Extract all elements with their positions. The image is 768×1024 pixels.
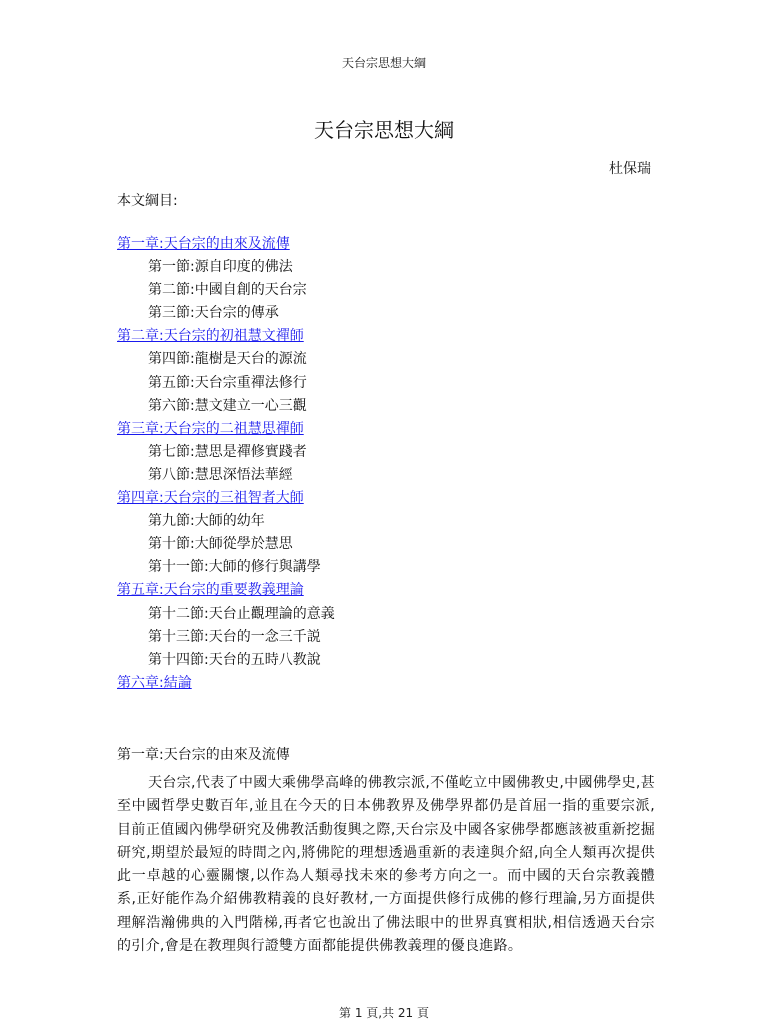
toc-chapter-link[interactable]: 第二章:天台宗的初祖慧文禪師 (117, 328, 304, 345)
toc-section-item: 第十四節:天台的五時八教說 (148, 651, 321, 668)
toc-section-item: 第十二節:天台止觀理論的意義 (148, 605, 335, 622)
chapter-1-paragraph: 天台宗,代表了中國大乘佛學高峰的佛教宗派,不僅屹立中國佛教史,中國佛學史,甚至中國哲學史數百年,並且在今天的日本佛教界及佛學界都仍是首屈一指的重要宗派,目前正值國內佛學研究及佛教活動復興之際,天台宗及中國各家佛學都應該被重新挖掘研究,期望於最短的時間之內,將佛陀的理想透過重新的表達與介紹,向全人類再次提供此一卓越的心靈關懷,以作為人類尋找未來的參考方向之一。而中國的天台宗教義體系,正好能作為介紹佛教精義的良好教材,一方面提供修行成佛的修行理論,另方面提供理解浩瀚佛典的入門階梯,再者它也說出了佛法眼中的世界真實相狀,相信透過天台宗的引介,會是在教理與行證雙方面都能提供佛教義理的優良進路。 (117, 775, 655, 955)
chapter-1-heading: 第一章:天台宗的由來及流傳 (117, 747, 290, 763)
toc-section-item: 第十節:大師從學於慧思 (148, 536, 293, 553)
toc-chapter-link[interactable]: 第一章:天台宗的由來及流傳 (117, 236, 290, 252)
toc-section-item: 第三節:天台宗的傳承 (148, 305, 279, 322)
toc-section-item: 第十三節:天台的一念三千説 (148, 628, 321, 645)
toc-section-item: 第十一節:大師的修行與講學 (148, 559, 321, 576)
toc-section-item: 第八節:慧思深悟法華經 (148, 466, 293, 483)
document-title: 天台宗思想大綱 (314, 118, 454, 142)
toc-section-item: 第四節:龍樹是天台的源流 (148, 351, 307, 368)
running-header: 天台宗思想大綱 (341, 56, 426, 70)
toc-chapter-item (117, 672, 335, 695)
toc-chapter-item (117, 233, 335, 256)
outline-label: 本文綱目: (117, 193, 178, 209)
toc-chapter-item (117, 325, 335, 348)
toc-chapter-link[interactable]: 第三章:天台宗的二祖慧思禪師 (117, 420, 304, 437)
toc-chapter-item (117, 579, 335, 602)
author-name: 杜保瑞 (609, 161, 651, 177)
toc-section-item: 第一節:源自印度的佛法 (148, 259, 293, 276)
toc-section-item: 第五節:天台宗重禪法修行 (148, 374, 307, 391)
page-footer: 第 1 頁,共 21 頁 (339, 1006, 429, 1020)
toc-section-item: 第六節:慧文建立一心三觀 (148, 397, 307, 414)
toc-chapter-item (117, 487, 335, 510)
toc-chapter-item (117, 418, 335, 441)
toc-section-item: 第二節:中國自創的天台宗 (148, 282, 307, 299)
toc-chapter-link[interactable]: 第六章:結論 (117, 674, 192, 691)
toc-section-item: 第七節:慧思是禪修實踐者 (148, 443, 307, 460)
table-of-contents (117, 233, 335, 695)
toc-chapter-link[interactable]: 第四章:天台宗的三祖智者大師 (117, 490, 304, 507)
toc-section-item: 第九節:大師的幼年 (148, 513, 265, 530)
toc-chapter-link[interactable]: 第五章:天台宗的重要教義理論 (117, 582, 304, 599)
